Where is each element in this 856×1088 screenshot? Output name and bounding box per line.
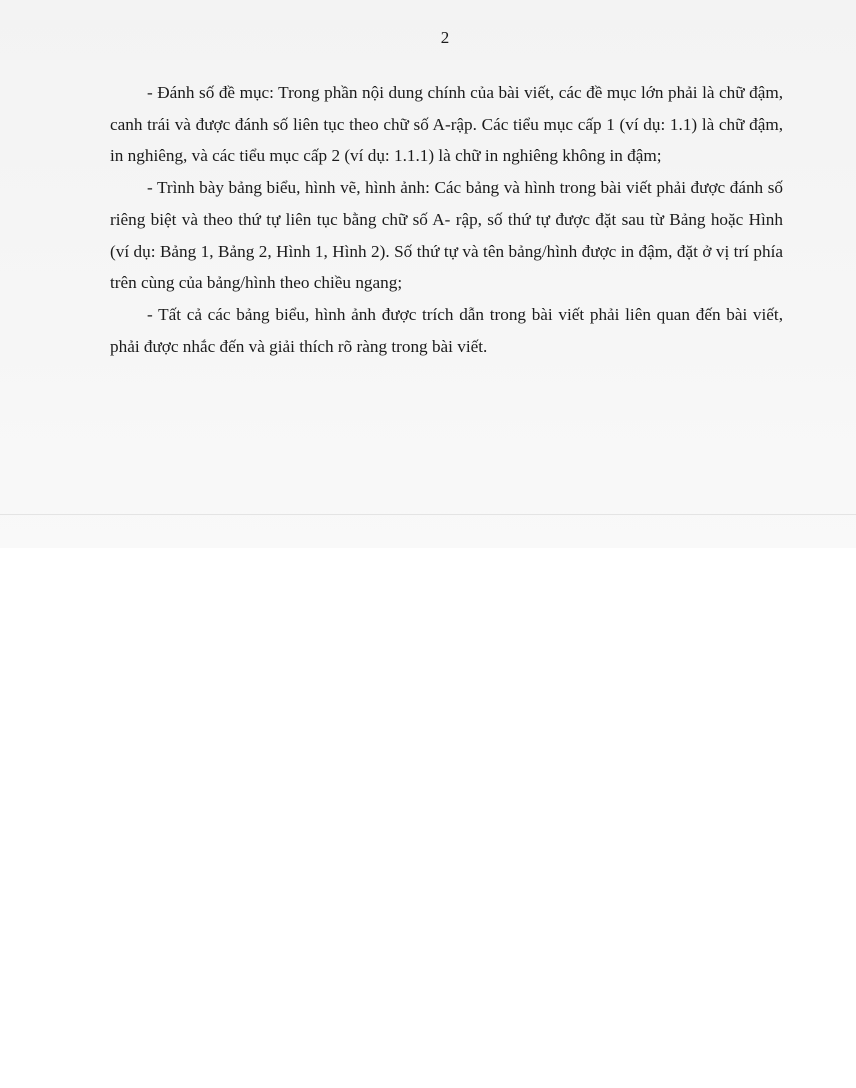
scan-edge-line bbox=[0, 514, 856, 515]
paragraph-tables-figures: - Trình bày bảng biểu, hình vẽ, hình ảnh: Các bảng và hình trong bài viết phải được đánh số riêng biệt và theo thứ tự liên tục bằng chữ số A- rập, số thứ tự được đặt sau từ Bảng hoặc Hình (ví dụ: Bảng 1, Bảng 2, Hình 1, Hình 2). Số thứ tự và tên bảng/hình được in đậm, đặt ở vị trí phía trên cùng của bảng/hình theo chiều ngang; bbox=[110, 178, 783, 293]
body-text bbox=[110, 77, 783, 362]
page-number: 2 bbox=[440, 28, 450, 47]
paragraph-citation-rules: - Tất cả các bảng biểu, hình ảnh được trích dẫn trong bài viết phải liên quan đến bài viết, phải được nhắc đến và giải thích rõ ràng trong bài viết. bbox=[110, 304, 783, 356]
paragraph-heading-numbering: - Đánh số đề mục: Trong phần nội dung chính của bài viết, các đề mục lớn phải là chữ đậm, canh trái và được đánh số liên tục theo chữ số A-rập. Các tiểu mục cấp 1 (ví dụ: 1.1) là chữ đậm, in nghiêng, và các tiểu mục cấp 2 (ví dụ: 1.1.1) là chữ in nghiêng không in đậm; bbox=[110, 83, 783, 166]
